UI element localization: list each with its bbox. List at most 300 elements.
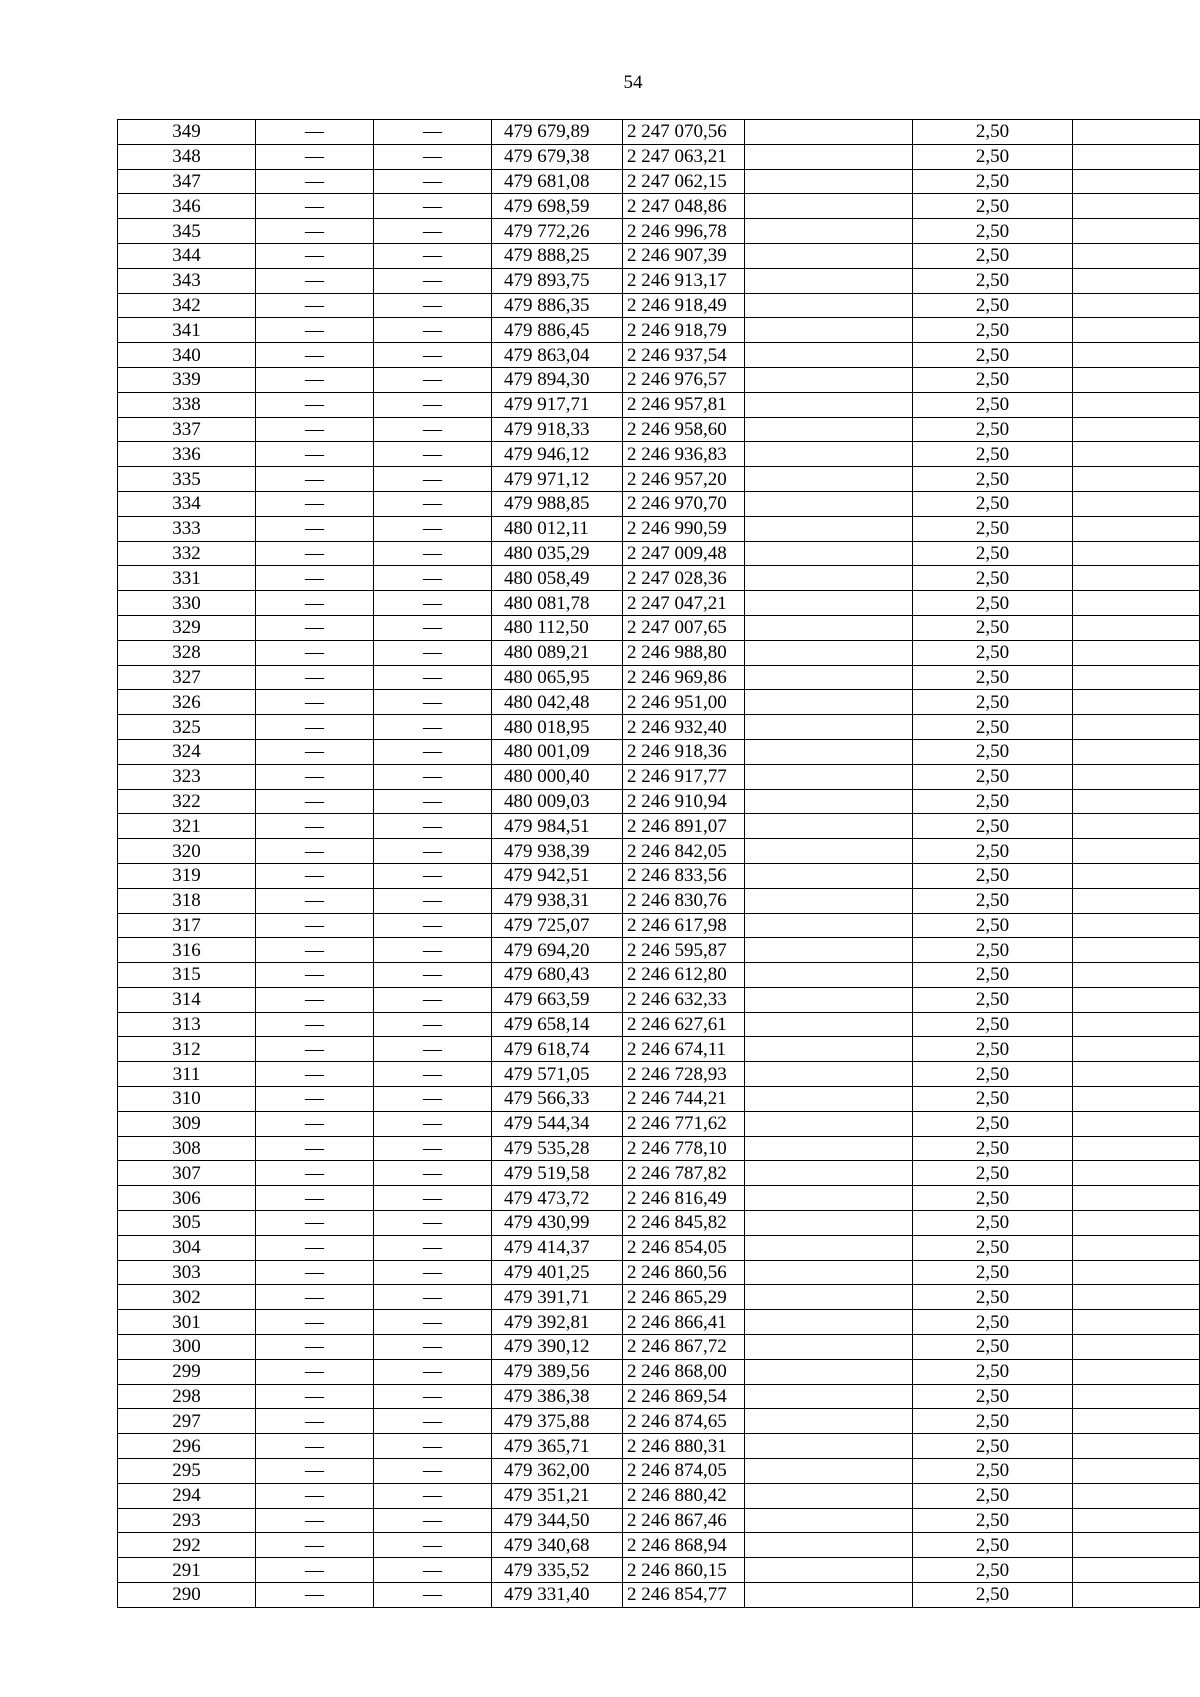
y-coordinate-cell: 2 246 744,21: [623, 1087, 745, 1112]
dash-cell-2: —: [374, 516, 492, 541]
point-number-cell: 325: [118, 715, 256, 740]
dash-cell-1: —: [256, 1359, 374, 1384]
dash-cell-1: —: [256, 516, 374, 541]
table-row: [118, 120, 1200, 145]
y-coordinate-cell: 2 246 907,39: [623, 243, 745, 268]
point-number-cell: 298: [118, 1384, 256, 1409]
empty-cell-1: [745, 640, 913, 665]
empty-cell-2: [1073, 1483, 1200, 1508]
table-row: [118, 1409, 1200, 1434]
y-coordinate-cell: 2 246 868,00: [623, 1359, 745, 1384]
dash-cell-1: —: [256, 169, 374, 194]
dash-cell-1: —: [256, 739, 374, 764]
value-cell: 2,50: [913, 243, 1073, 268]
table-row: [118, 1186, 1200, 1211]
x-coordinate-cell: 479 340,68: [492, 1533, 623, 1558]
y-coordinate-cell: 2 246 918,36: [623, 739, 745, 764]
dash-cell-2: —: [374, 1533, 492, 1558]
y-coordinate-cell: 2 246 936,83: [623, 442, 745, 467]
x-coordinate-cell: 479 365,71: [492, 1434, 623, 1459]
dash-cell-2: —: [374, 913, 492, 938]
table-row: [118, 566, 1200, 591]
empty-cell-2: [1073, 1558, 1200, 1583]
empty-cell-2: [1073, 640, 1200, 665]
dash-cell-2: —: [374, 1260, 492, 1285]
dash-cell-2: —: [374, 268, 492, 293]
x-coordinate-cell: 480 042,48: [492, 690, 623, 715]
empty-cell-1: [745, 1186, 913, 1211]
dash-cell-1: —: [256, 566, 374, 591]
value-cell: 2,50: [913, 194, 1073, 219]
dash-cell-2: —: [374, 144, 492, 169]
dash-cell-2: —: [374, 243, 492, 268]
dash-cell-1: —: [256, 194, 374, 219]
empty-cell-1: [745, 1359, 913, 1384]
point-number-cell: 341: [118, 318, 256, 343]
y-coordinate-cell: 2 246 917,77: [623, 764, 745, 789]
dash-cell-1: —: [256, 491, 374, 516]
point-number-cell: 334: [118, 491, 256, 516]
y-coordinate-cell: 2 247 028,36: [623, 566, 745, 591]
point-number-cell: 309: [118, 1111, 256, 1136]
x-coordinate-cell: 479 544,34: [492, 1111, 623, 1136]
empty-cell-2: [1073, 1310, 1200, 1335]
empty-cell-1: [745, 1037, 913, 1062]
value-cell: 2,50: [913, 888, 1073, 913]
dash-cell-1: —: [256, 665, 374, 690]
dash-cell-1: —: [256, 1409, 374, 1434]
y-coordinate-cell: 2 246 867,72: [623, 1335, 745, 1360]
dash-cell-1: —: [256, 1583, 374, 1608]
point-number-cell: 295: [118, 1459, 256, 1484]
dash-cell-1: —: [256, 1508, 374, 1533]
empty-cell-2: [1073, 541, 1200, 566]
table-row: [118, 814, 1200, 839]
value-cell: 2,50: [913, 987, 1073, 1012]
point-number-cell: 330: [118, 591, 256, 616]
y-coordinate-cell: 2 246 937,54: [623, 343, 745, 368]
dash-cell-1: —: [256, 789, 374, 814]
dash-cell-2: —: [374, 938, 492, 963]
y-coordinate-cell: 2 247 007,65: [623, 615, 745, 640]
point-number-cell: 343: [118, 268, 256, 293]
dash-cell-2: —: [374, 491, 492, 516]
x-coordinate-cell: 479 362,00: [492, 1459, 623, 1484]
x-coordinate-cell: 479 473,72: [492, 1186, 623, 1211]
x-coordinate-cell: 479 430,99: [492, 1211, 623, 1236]
empty-cell-2: [1073, 467, 1200, 492]
dash-cell-1: —: [256, 1111, 374, 1136]
empty-cell-1: [745, 1211, 913, 1236]
dash-cell-2: —: [374, 739, 492, 764]
point-number-cell: 335: [118, 467, 256, 492]
dash-cell-1: —: [256, 120, 374, 145]
y-coordinate-cell: 2 246 913,17: [623, 268, 745, 293]
empty-cell-2: [1073, 665, 1200, 690]
y-coordinate-cell: 2 246 771,62: [623, 1111, 745, 1136]
y-coordinate-cell: 2 246 595,87: [623, 938, 745, 963]
x-coordinate-cell: 480 112,50: [492, 615, 623, 640]
empty-cell-1: [745, 665, 913, 690]
empty-cell-1: [745, 367, 913, 392]
table-row: [118, 640, 1200, 665]
empty-cell-1: [745, 541, 913, 566]
empty-cell-1: [745, 417, 913, 442]
value-cell: 2,50: [913, 1211, 1073, 1236]
y-coordinate-cell: 2 246 778,10: [623, 1136, 745, 1161]
point-number-cell: 290: [118, 1583, 256, 1608]
coordinates-table: [117, 119, 1200, 1608]
empty-cell-2: [1073, 243, 1200, 268]
point-number-cell: 347: [118, 169, 256, 194]
y-coordinate-cell: 2 246 910,94: [623, 789, 745, 814]
dash-cell-1: —: [256, 690, 374, 715]
dash-cell-1: —: [256, 293, 374, 318]
y-coordinate-cell: 2 246 970,70: [623, 491, 745, 516]
point-number-cell: 318: [118, 888, 256, 913]
table-row: [118, 367, 1200, 392]
x-coordinate-cell: 479 389,56: [492, 1359, 623, 1384]
value-cell: 2,50: [913, 1087, 1073, 1112]
dash-cell-2: —: [374, 318, 492, 343]
dash-cell-1: —: [256, 938, 374, 963]
value-cell: 2,50: [913, 1235, 1073, 1260]
x-coordinate-cell: 479 917,71: [492, 392, 623, 417]
table-row: [118, 1111, 1200, 1136]
value-cell: 2,50: [913, 1533, 1073, 1558]
dash-cell-2: —: [374, 591, 492, 616]
empty-cell-2: [1073, 1335, 1200, 1360]
y-coordinate-cell: 2 246 918,79: [623, 318, 745, 343]
value-cell: 2,50: [913, 144, 1073, 169]
table-row: [118, 938, 1200, 963]
table-row: [118, 1161, 1200, 1186]
empty-cell-1: [745, 243, 913, 268]
x-coordinate-cell: 479 566,33: [492, 1087, 623, 1112]
value-cell: 2,50: [913, 665, 1073, 690]
dash-cell-2: —: [374, 839, 492, 864]
table-row: [118, 913, 1200, 938]
empty-cell-2: [1073, 1384, 1200, 1409]
x-coordinate-cell: 479 679,38: [492, 144, 623, 169]
dash-cell-1: —: [256, 343, 374, 368]
table-row: [118, 665, 1200, 690]
dash-cell-2: —: [374, 120, 492, 145]
x-coordinate-cell: 479 681,08: [492, 169, 623, 194]
point-number-cell: 333: [118, 516, 256, 541]
value-cell: 2,50: [913, 690, 1073, 715]
table-row: [118, 541, 1200, 566]
x-coordinate-cell: 479 938,31: [492, 888, 623, 913]
dash-cell-1: —: [256, 764, 374, 789]
y-coordinate-cell: 2 246 932,40: [623, 715, 745, 740]
value-cell: 2,50: [913, 293, 1073, 318]
dash-cell-1: —: [256, 1310, 374, 1335]
x-coordinate-cell: 479 331,40: [492, 1583, 623, 1608]
empty-cell-1: [745, 219, 913, 244]
empty-cell-1: [745, 1335, 913, 1360]
x-coordinate-cell: 480 009,03: [492, 789, 623, 814]
empty-cell-1: [745, 591, 913, 616]
dash-cell-1: —: [256, 1260, 374, 1285]
y-coordinate-cell: 2 246 958,60: [623, 417, 745, 442]
y-coordinate-cell: 2 247 063,21: [623, 144, 745, 169]
x-coordinate-cell: 479 942,51: [492, 863, 623, 888]
empty-cell-2: [1073, 1111, 1200, 1136]
table-row: [118, 1260, 1200, 1285]
empty-cell-2: [1073, 1434, 1200, 1459]
dash-cell-2: —: [374, 343, 492, 368]
point-number-cell: 314: [118, 987, 256, 1012]
value-cell: 2,50: [913, 1062, 1073, 1087]
empty-cell-1: [745, 1235, 913, 1260]
dash-cell-2: —: [374, 219, 492, 244]
empty-cell-2: [1073, 417, 1200, 442]
y-coordinate-cell: 2 246 830,76: [623, 888, 745, 913]
empty-cell-1: [745, 764, 913, 789]
x-coordinate-cell: 479 938,39: [492, 839, 623, 864]
empty-cell-2: [1073, 491, 1200, 516]
dash-cell-2: —: [374, 789, 492, 814]
x-coordinate-cell: 480 001,09: [492, 739, 623, 764]
y-coordinate-cell: 2 246 860,15: [623, 1558, 745, 1583]
empty-cell-1: [745, 814, 913, 839]
empty-cell-2: [1073, 343, 1200, 368]
dash-cell-1: —: [256, 1136, 374, 1161]
y-coordinate-cell: 2 246 617,98: [623, 913, 745, 938]
dash-cell-2: —: [374, 442, 492, 467]
empty-cell-1: [745, 615, 913, 640]
y-coordinate-cell: 2 246 854,77: [623, 1583, 745, 1608]
x-coordinate-cell: 479 888,25: [492, 243, 623, 268]
y-coordinate-cell: 2 246 627,61: [623, 1012, 745, 1037]
dash-cell-1: —: [256, 615, 374, 640]
empty-cell-2: [1073, 814, 1200, 839]
dash-cell-1: —: [256, 1483, 374, 1508]
value-cell: 2,50: [913, 1285, 1073, 1310]
dash-cell-2: —: [374, 1235, 492, 1260]
empty-cell-1: [745, 1434, 913, 1459]
empty-cell-1: [745, 1285, 913, 1310]
empty-cell-1: [745, 739, 913, 764]
dash-cell-2: —: [374, 566, 492, 591]
point-number-cell: 319: [118, 863, 256, 888]
dash-cell-2: —: [374, 1211, 492, 1236]
value-cell: 2,50: [913, 1558, 1073, 1583]
value-cell: 2,50: [913, 343, 1073, 368]
y-coordinate-cell: 2 246 816,49: [623, 1186, 745, 1211]
x-coordinate-cell: 479 886,45: [492, 318, 623, 343]
empty-cell-2: [1073, 888, 1200, 913]
dash-cell-1: —: [256, 1434, 374, 1459]
point-number-cell: 302: [118, 1285, 256, 1310]
dash-cell-2: —: [374, 1434, 492, 1459]
y-coordinate-cell: 2 246 874,65: [623, 1409, 745, 1434]
y-coordinate-cell: 2 246 874,05: [623, 1459, 745, 1484]
point-number-cell: 346: [118, 194, 256, 219]
dash-cell-1: —: [256, 1012, 374, 1037]
value-cell: 2,50: [913, 392, 1073, 417]
dash-cell-1: —: [256, 243, 374, 268]
point-number-cell: 344: [118, 243, 256, 268]
y-coordinate-cell: 2 246 990,59: [623, 516, 745, 541]
x-coordinate-cell: 479 971,12: [492, 467, 623, 492]
empty-cell-2: [1073, 1062, 1200, 1087]
y-coordinate-cell: 2 246 996,78: [623, 219, 745, 244]
empty-cell-1: [745, 839, 913, 864]
y-coordinate-cell: 2 246 880,42: [623, 1483, 745, 1508]
point-number-cell: 299: [118, 1359, 256, 1384]
dash-cell-1: —: [256, 144, 374, 169]
table-row: [118, 1310, 1200, 1335]
y-coordinate-cell: 2 246 833,56: [623, 863, 745, 888]
point-number-cell: 304: [118, 1235, 256, 1260]
x-coordinate-cell: 479 618,74: [492, 1037, 623, 1062]
value-cell: 2,50: [913, 219, 1073, 244]
empty-cell-2: [1073, 739, 1200, 764]
dash-cell-1: —: [256, 814, 374, 839]
empty-cell-2: [1073, 913, 1200, 938]
empty-cell-1: [745, 690, 913, 715]
point-number-cell: 293: [118, 1508, 256, 1533]
point-number-cell: 294: [118, 1483, 256, 1508]
empty-cell-1: [745, 268, 913, 293]
point-number-cell: 336: [118, 442, 256, 467]
table-row: [118, 591, 1200, 616]
empty-cell-2: [1073, 591, 1200, 616]
empty-cell-1: [745, 987, 913, 1012]
table-row: [118, 293, 1200, 318]
empty-cell-2: [1073, 566, 1200, 591]
dash-cell-2: —: [374, 1384, 492, 1409]
empty-cell-1: [745, 1558, 913, 1583]
dash-cell-2: —: [374, 1310, 492, 1335]
dash-cell-2: —: [374, 764, 492, 789]
point-number-cell: 306: [118, 1186, 256, 1211]
x-coordinate-cell: 479 351,21: [492, 1483, 623, 1508]
table-row: [118, 863, 1200, 888]
table-row: [118, 1235, 1200, 1260]
dash-cell-1: —: [256, 963, 374, 988]
dash-cell-2: —: [374, 1335, 492, 1360]
value-cell: 2,50: [913, 120, 1073, 145]
empty-cell-2: [1073, 144, 1200, 169]
empty-cell-2: [1073, 987, 1200, 1012]
empty-cell-2: [1073, 516, 1200, 541]
value-cell: 2,50: [913, 1161, 1073, 1186]
value-cell: 2,50: [913, 1111, 1073, 1136]
value-cell: 2,50: [913, 318, 1073, 343]
empty-cell-1: [745, 1111, 913, 1136]
x-coordinate-cell: 479 946,12: [492, 442, 623, 467]
x-coordinate-cell: 479 375,88: [492, 1409, 623, 1434]
dash-cell-2: —: [374, 1483, 492, 1508]
x-coordinate-cell: 479 658,14: [492, 1012, 623, 1037]
dash-cell-1: —: [256, 839, 374, 864]
x-coordinate-cell: 479 335,52: [492, 1558, 623, 1583]
value-cell: 2,50: [913, 739, 1073, 764]
empty-cell-1: [745, 516, 913, 541]
dash-cell-2: —: [374, 1558, 492, 1583]
point-number-cell: 338: [118, 392, 256, 417]
value-cell: 2,50: [913, 839, 1073, 864]
table-body: [118, 120, 1200, 1608]
dash-cell-1: —: [256, 367, 374, 392]
value-cell: 2,50: [913, 1310, 1073, 1335]
point-number-cell: 291: [118, 1558, 256, 1583]
value-cell: 2,50: [913, 715, 1073, 740]
value-cell: 2,50: [913, 516, 1073, 541]
point-number-cell: 327: [118, 665, 256, 690]
table-row: [118, 491, 1200, 516]
y-coordinate-cell: 2 246 674,11: [623, 1037, 745, 1062]
dash-cell-2: —: [374, 1583, 492, 1608]
x-coordinate-cell: 480 081,78: [492, 591, 623, 616]
empty-cell-1: [745, 467, 913, 492]
empty-cell-1: [745, 938, 913, 963]
dash-cell-2: —: [374, 367, 492, 392]
y-coordinate-cell: 2 246 988,80: [623, 640, 745, 665]
value-cell: 2,50: [913, 615, 1073, 640]
dash-cell-2: —: [374, 1459, 492, 1484]
y-coordinate-cell: 2 246 787,82: [623, 1161, 745, 1186]
y-coordinate-cell: 2 246 918,49: [623, 293, 745, 318]
table-row: [118, 789, 1200, 814]
empty-cell-2: [1073, 690, 1200, 715]
table-row: [118, 1012, 1200, 1037]
point-number-cell: 324: [118, 739, 256, 764]
table-row: [118, 516, 1200, 541]
y-coordinate-cell: 2 246 612,80: [623, 963, 745, 988]
table-row: [118, 764, 1200, 789]
x-coordinate-cell: 479 663,59: [492, 987, 623, 1012]
empty-cell-1: [745, 1260, 913, 1285]
point-number-cell: 305: [118, 1211, 256, 1236]
empty-cell-2: [1073, 194, 1200, 219]
value-cell: 2,50: [913, 541, 1073, 566]
empty-cell-2: [1073, 1533, 1200, 1558]
value-cell: 2,50: [913, 417, 1073, 442]
y-coordinate-cell: 2 246 969,86: [623, 665, 745, 690]
x-coordinate-cell: 480 012,11: [492, 516, 623, 541]
dash-cell-2: —: [374, 1062, 492, 1087]
dash-cell-2: —: [374, 1111, 492, 1136]
dash-cell-1: —: [256, 417, 374, 442]
table-row: [118, 1508, 1200, 1533]
dash-cell-2: —: [374, 467, 492, 492]
empty-cell-2: [1073, 293, 1200, 318]
value-cell: 2,50: [913, 863, 1073, 888]
point-number-cell: 307: [118, 1161, 256, 1186]
dash-cell-1: —: [256, 442, 374, 467]
x-coordinate-cell: 479 535,28: [492, 1136, 623, 1161]
dash-cell-2: —: [374, 169, 492, 194]
value-cell: 2,50: [913, 566, 1073, 591]
empty-cell-2: [1073, 1012, 1200, 1037]
empty-cell-1: [745, 1508, 913, 1533]
x-coordinate-cell: 480 000,40: [492, 764, 623, 789]
empty-cell-2: [1073, 219, 1200, 244]
dash-cell-2: —: [374, 615, 492, 640]
y-coordinate-cell: 2 246 891,07: [623, 814, 745, 839]
point-number-cell: 308: [118, 1136, 256, 1161]
dash-cell-1: —: [256, 1161, 374, 1186]
x-coordinate-cell: 479 392,81: [492, 1310, 623, 1335]
dash-cell-2: —: [374, 1136, 492, 1161]
empty-cell-1: [745, 442, 913, 467]
point-number-cell: 331: [118, 566, 256, 591]
empty-cell-2: [1073, 1087, 1200, 1112]
